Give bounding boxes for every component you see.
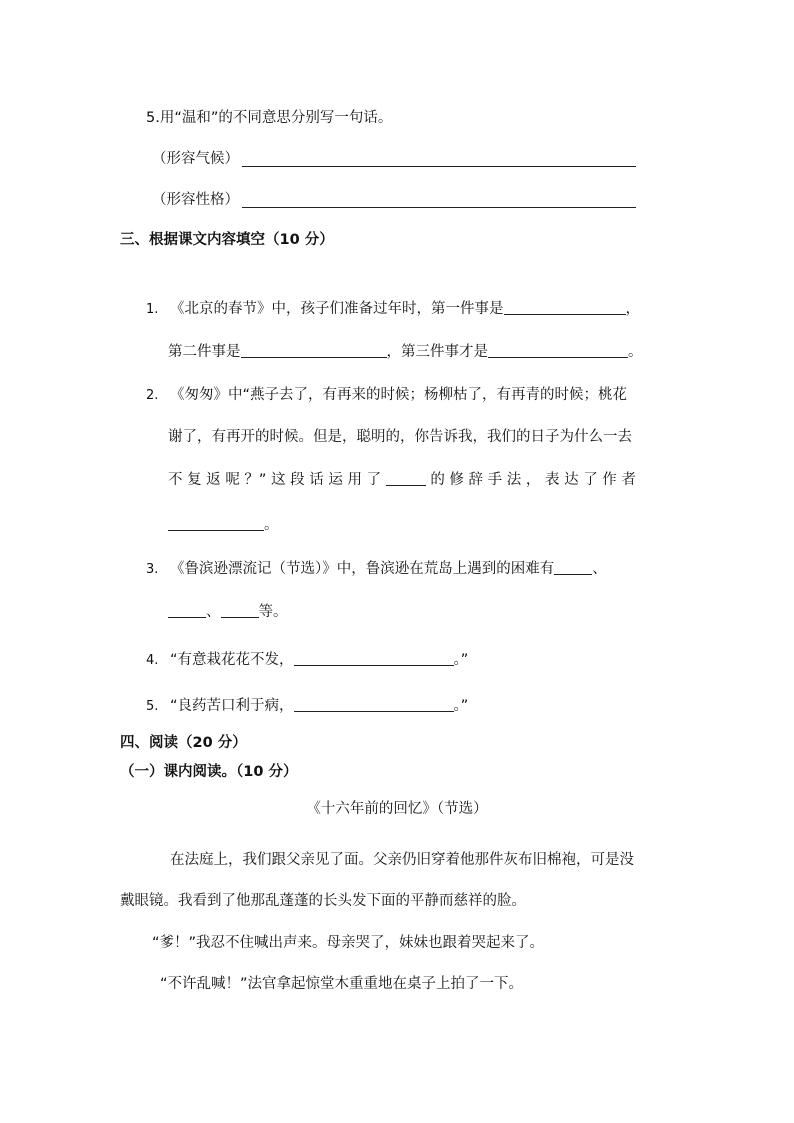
s3-item3-sep2: 、 (206, 604, 221, 620)
s3-item5 (146, 697, 468, 714)
s3-item4-text: “有意栽花花不发， (170, 652, 294, 668)
s3-item5-blank[interactable] (294, 697, 454, 712)
s3-item3-num: 3. (146, 562, 159, 577)
s3-item2-text1: 《匆匆》中“燕子去了，有再来的时候；杨柳枯了，有再青的时候；桃花 (170, 387, 628, 403)
s3-item5-num: 5. (146, 699, 159, 714)
q5-character-blank[interactable] (242, 193, 636, 208)
s3-item3-end: 等。 (258, 604, 288, 620)
s3-item2-end: 。 (264, 517, 279, 533)
s3-item2-line4 (168, 516, 279, 533)
q5-character-row (152, 193, 239, 208)
passage-p1-l1: 在法庭上，我们跟父亲见了面。父亲仍旧穿着他那件灰布旧棉袍，可是没 (170, 852, 634, 868)
s3-item3-blank1[interactable] (554, 560, 592, 575)
passage-title: 《十六年前的回忆》（节选） (306, 801, 488, 817)
s3-item2-text3b: 的 修 辞 手 法 ， 表 达 了 作 者 (430, 472, 636, 488)
s3-item1-text: 《北京的春节》中，孩子们准备过年时，第一件事是 (170, 301, 504, 317)
s3-item1-blank3[interactable] (488, 343, 628, 358)
passage-p3: “不许乱喊！”法官拿起惊堂木重重地在桌子上拍了一下。 (160, 976, 524, 992)
section4-heading: 四、阅读（20 分） (120, 735, 247, 751)
s3-item3-text: 《鲁滨逊漂流记（节选）》中，鲁滨逊在荒岛上遇到的困难有 (170, 561, 555, 577)
section3-heading: 三、根据课文内容填空（10 分） (120, 232, 334, 248)
s3-item5-end: 。” (453, 698, 469, 714)
s3-item1-blank1[interactable] (504, 300, 626, 315)
section4-sub: （一）课内阅读。（10 分） (120, 764, 298, 780)
s3-item1-num: 1. (146, 302, 159, 317)
s3-item2-line2: 谢了，有再开的时候。但是，聪明的，你告诉我，我们的日子为什么一去 (168, 429, 632, 445)
s3-item4-num: 4. (146, 653, 159, 668)
s3-item1-end2: 。 (628, 344, 643, 360)
s3-item1-end: ， (625, 301, 640, 317)
q5-climate-label: （形容气候） (152, 151, 239, 167)
s3-item4-blank[interactable] (294, 651, 454, 666)
q5-climate-blank[interactable] (242, 152, 636, 167)
s3-item4-end: 。” (453, 652, 469, 668)
s3-item3-line1 (146, 560, 607, 577)
s3-item1-line2 (168, 343, 643, 360)
s3-item2-blank2[interactable] (168, 516, 264, 531)
s3-item5-text: “良药苦口利于病， (170, 698, 294, 714)
s3-item2-num: 2. (146, 388, 159, 403)
passage-p1-l2: 戴眼镜。我看到了他那乱蓬蓬的长头发下面的平静而慈祥的脸。 (120, 893, 526, 909)
passage-p2: “爹！”我忍不住喊出声来。母亲哭了，妹妹也跟着哭起来了。 (152, 935, 545, 951)
s3-item4 (146, 651, 468, 668)
s3-item1-second: 第二件事是 (168, 344, 241, 360)
s3-item3-blank3[interactable] (221, 603, 259, 618)
s3-item3-sep1: 、 (592, 561, 607, 577)
q5-prompt: 5.用“温和”的不同意思分别写一句话。 (146, 110, 393, 126)
s3-item2-line3 (168, 471, 636, 488)
s3-item1-blank2[interactable] (241, 343, 387, 358)
s3-item3-line2 (168, 603, 288, 620)
s3-item2-text3a: 不 复 返 呢 ？” 这 段 话 运 用 了 (168, 472, 382, 488)
s3-item1-line1 (146, 300, 640, 317)
s3-item3-blank2[interactable] (168, 603, 206, 618)
s3-item2-line1 (146, 388, 627, 403)
q5-character-label: （形容性格） (152, 192, 239, 208)
q5-climate-row (152, 152, 239, 167)
s3-item1-third: ，第三件事才是 (386, 344, 488, 360)
s3-item2-blank1[interactable] (386, 471, 426, 486)
